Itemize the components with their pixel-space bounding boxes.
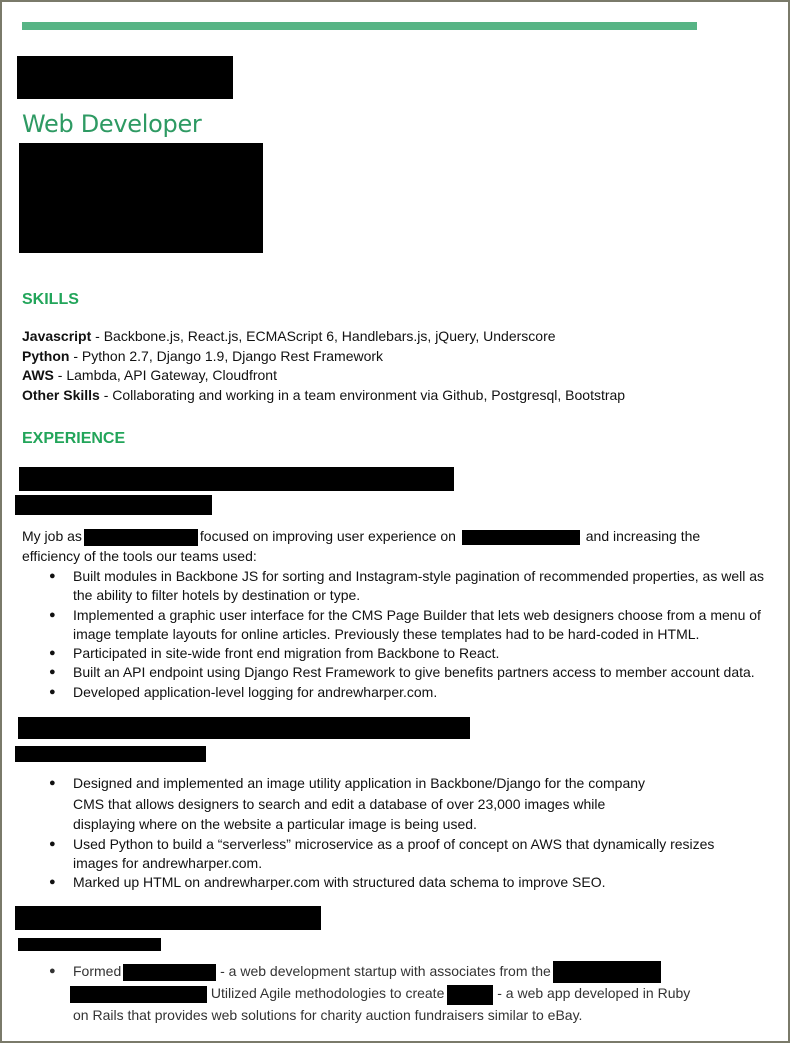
bullet-item bbox=[22, 683, 790, 702]
redacted-job3-title bbox=[15, 906, 321, 930]
bullet-icon: ● bbox=[49, 876, 56, 889]
skill-value: - Collaborating and working in a team environment via Github, Postgresql, Bootstrap bbox=[99, 386, 626, 403]
redacted-company-site bbox=[462, 530, 580, 545]
bullet-text: Designed and implemented an image utility application in Backbone/Django for the company bbox=[73, 775, 646, 791]
bullet-item bbox=[22, 873, 790, 892]
header-accent-bar bbox=[22, 22, 697, 30]
job1-intro bbox=[22, 526, 700, 566]
redacted-job2-dates bbox=[15, 746, 206, 762]
job3-text-line3: on Rails that provides web solutions for charity auction fundraisers similar to eBay. bbox=[73, 1006, 583, 1023]
job3-bullet bbox=[22, 961, 790, 1026]
job-title: Web Developer bbox=[22, 110, 202, 138]
skill-value: - Lambda, API Gateway, Cloudfront bbox=[53, 367, 277, 384]
job1-intro-part2: focused on improving user experience on bbox=[199, 528, 456, 544]
bullet-text: Marked up HTML on andrewharper.com with structured data schema to improve SEO. bbox=[73, 874, 606, 891]
bullet-item bbox=[22, 773, 790, 835]
skills-list bbox=[22, 327, 625, 405]
experience-heading: EXPERIENCE bbox=[22, 430, 126, 447]
skill-row bbox=[22, 386, 625, 406]
redacted-app-name bbox=[447, 985, 493, 1005]
bullet-text: Built an API endpoint using Django Rest Framework to give benefits partners access to member account data. bbox=[73, 664, 755, 681]
skill-value: - Backbone.js, React.js, ECMAScript 6, Handlebars.js, jQuery, Underscore bbox=[91, 328, 556, 344]
skill-value: - Python 2.7, Django 1.9, Django Rest Framework bbox=[69, 347, 384, 364]
redacted-job1-dates bbox=[15, 495, 212, 515]
bullet-icon: ● bbox=[49, 837, 56, 850]
redacted-name bbox=[17, 56, 233, 99]
job2-bullets bbox=[22, 773, 790, 892]
job3-text-part1: Formed bbox=[73, 963, 122, 979]
redacted-school-name bbox=[553, 961, 661, 983]
skill-row bbox=[22, 347, 625, 367]
bullet-icon: ● bbox=[49, 608, 56, 621]
bullet-text: Developed application-level logging for andrewharper.com. bbox=[73, 683, 438, 700]
bullet-icon: ● bbox=[49, 647, 56, 660]
skill-category: AWS bbox=[22, 367, 54, 384]
job1-intro-part1: My job as bbox=[22, 528, 82, 544]
bullet-item bbox=[22, 663, 790, 682]
bullet-text: image template layouts for online articles. Previously these templates had to be hard-coded in HTML. bbox=[73, 625, 700, 642]
bullet-text: the ability to filter hotels by destination or type. bbox=[73, 587, 361, 604]
skill-category: Other Skills bbox=[22, 386, 100, 403]
job3-text-part3: Utilized Agile methodologies to create bbox=[207, 985, 445, 1002]
bullet-icon: ● bbox=[49, 777, 56, 789]
job3-text-part4: - a web app developed in Ruby bbox=[493, 985, 691, 1002]
redacted-job1-title bbox=[19, 467, 454, 491]
skill-row bbox=[22, 327, 625, 347]
bullet-text: displaying where on the website a particular image is being used. bbox=[73, 816, 477, 832]
bullet-icon: ● bbox=[49, 666, 56, 679]
bullet-item bbox=[22, 835, 790, 874]
redacted-job2-title bbox=[18, 717, 470, 739]
redacted-school-name-cont bbox=[70, 986, 207, 1003]
job1-intro-line2: efficiency of the tools our teams used: bbox=[22, 548, 257, 564]
bullet-icon: ● bbox=[49, 570, 56, 582]
skill-category: Javascript bbox=[22, 328, 92, 344]
bullet-text: Built modules in Backbone JS for sorting and Instagram-style pagination of recommended properties, as well as bbox=[73, 568, 765, 584]
bullet-item bbox=[22, 606, 790, 645]
job3-text-part2: - a web development startup with associates from the bbox=[216, 963, 551, 979]
bullet-icon: ● bbox=[49, 965, 56, 977]
skill-category: Python bbox=[22, 347, 70, 364]
redacted-position bbox=[84, 529, 198, 546]
bullet-text: Participated in site-wide front end migration from Backbone to React. bbox=[73, 645, 500, 662]
bullet-text: CMS that allows designers to search and edit a database of over 23,000 images while bbox=[73, 795, 606, 812]
redacted-contact-info bbox=[19, 143, 263, 253]
job1-intro-part3: and increasing the bbox=[585, 528, 701, 544]
redacted-startup-name bbox=[123, 964, 216, 981]
bullet-text: images for andrewharper.com. bbox=[73, 854, 263, 871]
skills-heading: SKILLS bbox=[22, 291, 79, 308]
skill-row bbox=[22, 366, 625, 386]
bullet-icon: ● bbox=[49, 685, 56, 698]
redacted-job3-dates bbox=[18, 938, 161, 951]
bullet-text: Used Python to build a “serverless” microservice as a proof of concept on AWS that dynamically resizes bbox=[73, 835, 715, 852]
job1-bullets bbox=[22, 567, 790, 702]
bullet-item bbox=[22, 644, 790, 663]
bullet-item bbox=[22, 567, 790, 606]
bullet-text: Implemented a graphic user interface for the CMS Page Builder that lets web designers choose from a menu of bbox=[73, 606, 761, 623]
